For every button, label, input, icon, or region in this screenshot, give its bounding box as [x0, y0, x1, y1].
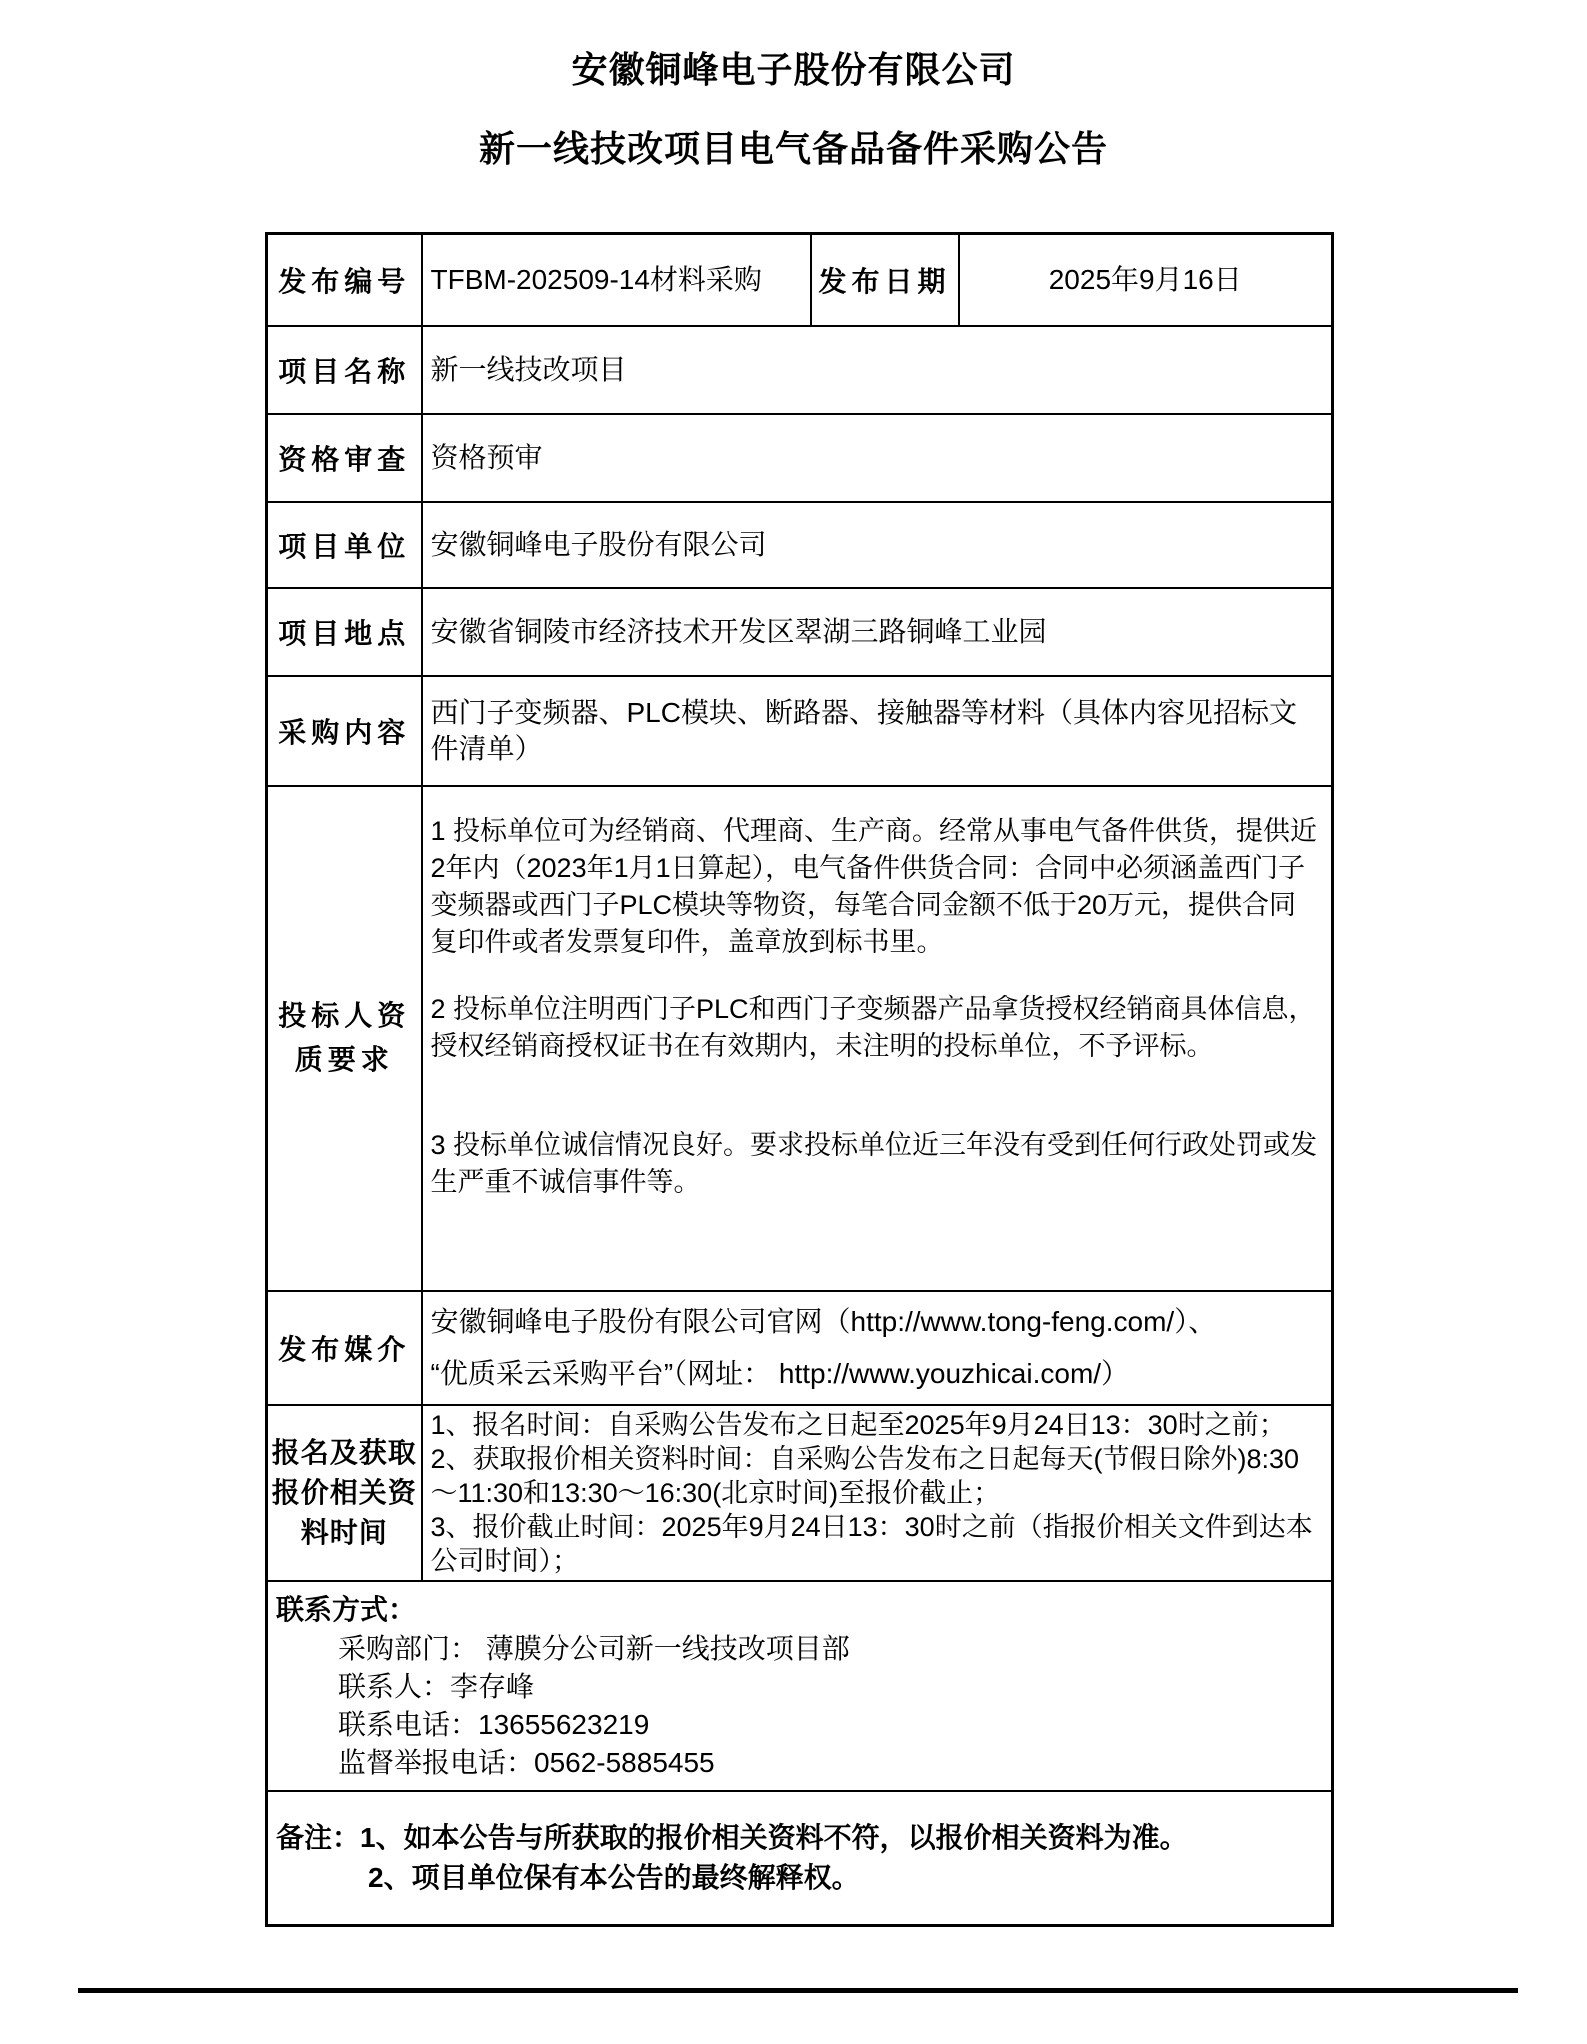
- publish-number-value: TFBM-202509-14材料采购: [422, 234, 811, 326]
- company-title: 安徽铜峰电子股份有限公司: [571, 49, 1016, 90]
- row-project-unit: [267, 502, 1333, 588]
- publish-number-label: 发布编号: [267, 234, 422, 326]
- publication-media-line1: 安徽铜峰电子股份有限公司官网（http://www.tong-feng.com/）、: [430, 1305, 1217, 1337]
- row-bidder-qualification: [267, 786, 1333, 1291]
- schedule-item-1: 1、报名时间：自采购公告发布之日起至2025年9月24日13：30时之前；: [430, 1409, 1286, 1440]
- registration-schedule-label-line3: 料时间: [300, 1516, 388, 1548]
- row-publish-info: [267, 234, 1333, 326]
- procurement-content-label: 采购内容: [267, 676, 422, 786]
- qualification-paragraph-2: 2 投标单位注明西门子PLC和西门子变频器产品拿货授权经销商具体信息，授权经销商授权证书在有效期内，未注明的投标单位，不予评标。: [430, 993, 1316, 1061]
- project-name-value: 新一线技改项目: [422, 326, 1333, 414]
- contact-heading: 联系方式：: [276, 1593, 417, 1625]
- contact-person: 联系人：李存峰: [338, 1670, 535, 1702]
- registration-schedule-content: [422, 1405, 1333, 1581]
- bidder-qualification-content: [422, 786, 1333, 1291]
- qualification-paragraph-3: 3 投标单位诚信情况良好。要求投标单位近三年没有受到任何行政处罚或发生严重不诚信事件等。: [430, 1129, 1318, 1197]
- project-unit-value: 安徽铜峰电子股份有限公司: [422, 502, 1333, 588]
- notes-line-2: 2、项目单位保有本公告的最终解释权。: [368, 1861, 860, 1893]
- supervision-phone: 监督举报电话：0562-5885455: [338, 1746, 715, 1778]
- bidder-qualification-label-line1: 投标人资: [278, 1000, 411, 1031]
- contact-info-cell: [267, 1581, 1333, 1791]
- project-name-label: 项目名称: [267, 326, 422, 414]
- schedule-item-2: 2、获取报价相关资料时间：自采购公告发布之日起每天(节假日除外)8:30～11:30和13:30～16:30(北京时间)至报价截止；: [430, 1443, 1300, 1508]
- qualification-paragraph-1: 1 投标单位可为经销商、代理商、生产商。经常从事电气备件供货，提供近2年内（2023年1月1日算起），电气备件供货合同：合同中必须涵盖西门子变频器或西门子PLC模块等物资，每笔合同金额不低于20万元，提供合同复印件或者发票复印件，盖章放到标书里。: [430, 815, 1318, 957]
- publish-date-label: 发布日期: [811, 234, 959, 326]
- publish-date-value: 2025年9月16日: [959, 234, 1333, 326]
- row-publication-media: [267, 1291, 1333, 1405]
- project-unit-label: 项目单位: [267, 502, 422, 588]
- project-location-label: 项目地点: [267, 588, 422, 676]
- registration-schedule-label-line1: 报名及获取: [271, 1436, 417, 1468]
- procurement-content-value: 西门子变频器、PLC模块、断路器、接触器等材料（具体内容见招标文件清单）: [422, 676, 1333, 786]
- row-qualification-review: [267, 414, 1333, 502]
- announcement-title: 新一线技改项目电气备品备件采购公告: [478, 128, 1108, 169]
- registration-schedule-label: [267, 1405, 422, 1581]
- row-project-name: [267, 326, 1333, 414]
- bidder-qualification-label-line2: 质要求: [294, 1044, 394, 1075]
- publication-media-label: 发布媒介: [267, 1291, 422, 1405]
- notes-cell: [267, 1791, 1333, 1926]
- row-registration-schedule: [267, 1405, 1333, 1581]
- contact-phone: 联系电话：13655623219: [338, 1708, 650, 1740]
- page-footer-rule: [78, 1988, 1518, 1993]
- row-project-location: [267, 588, 1333, 676]
- bidder-qualification-label: [267, 786, 422, 1291]
- schedule-item-3: 3、报价截止时间：2025年9月24日13：30时之前（指报价相关文件到达本公司时间）；: [430, 1511, 1313, 1576]
- publication-media-line2: “优质采云采购平台”（网址： http://www.youzhicai.com/）: [430, 1357, 1130, 1389]
- project-location-value: 安徽省铜陵市经济技术开发区翠湖三路铜峰工业园: [422, 588, 1333, 676]
- row-procurement-content: [267, 676, 1333, 786]
- row-contact-info: [267, 1581, 1333, 1791]
- registration-schedule-label-line2: 报价相关资: [271, 1476, 417, 1508]
- row-notes: [267, 1791, 1333, 1926]
- qualification-review-value: 资格预审: [422, 414, 1333, 502]
- contact-department: 采购部门： 薄膜分公司新一线技改项目部: [338, 1632, 850, 1664]
- announcement-table: [265, 232, 1334, 1927]
- publication-media-content: [422, 1291, 1333, 1405]
- notes-line-1: 备注：1、如本公告与所获取的报价相关资料不符，以报价相关资料为准。: [276, 1821, 1188, 1853]
- qualification-review-label: 资格审查: [267, 414, 422, 502]
